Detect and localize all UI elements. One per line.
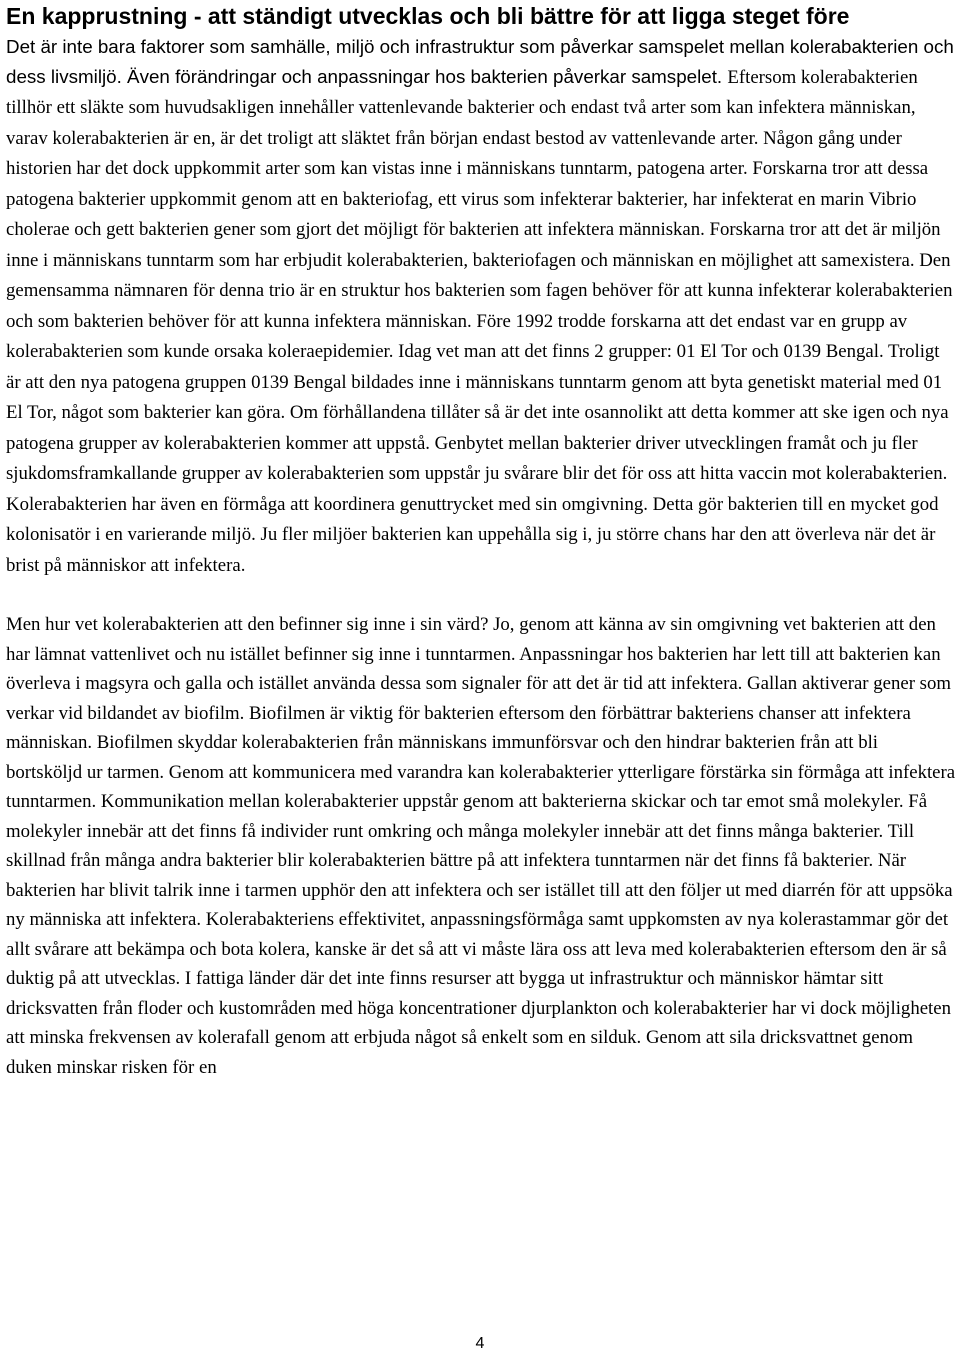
paragraph-host-detection: Men hur vet kolerabakterien att den befinner sig inne i sin värd? Jo, genom att känna av sin omgivning vet bakterien att den har lämnat vattenlivet och nu istället befinner sig inne i tunntarmen. Anpassningar hos bakterien har lett till att bakterien kan överleva i magsyra och galla och istället använda dessa som signaler för att det är tid att infektera. Gallan aktiverar gener som verkar vid bildandet av biofilm. Biofilmen är viktig för bakterien eftersom den förbättrar bakteriens chanser att infektera människan. Biofilmen skyddar kolerabakterien från människans immunförsvar och den hindrar bakterien från att bli bortsköljd ur tarmen. Genom att kommunicera med varandra kan kolerabakterier ytterligare förstärka sin förmåga att infektera tunntarmen. Kommunikation mellan kolerabakterier uppstår genom att bakterierna skickar och tar emot små molekyler. Få molekyler innebär att det finns få individer runt omkring och många molekyler innebär att det finns många bakterier. Till skillnad från många andra bakterier blir kolerabakterien bättre på att infektera tunntarmen när det finns få bakterier. När bakterien har blivit talrik inne i tarmen upphör den att infektera och ser istället till att den följer ut med diarrén för att uppsöka ny människa att infektera. Kolerabakteriens effektivitet, anpassningsförmåga samt uppkomsten av nya kolerastammar gör det allt svårare att bekämpa och bota kolera, kanske är det så att vi måste lära oss att leva med kolerabakterien eftersom den är så duktig på att utvecklas. I fattiga länder där det inte finns resurser att bygga ut infrastruktur och människor hämtar sitt dricksvatten från floder och kustområden med höga koncentrationer djurplankton och kolerabakterier har vi dock möjligheten att minska frekvensen av kolerafall genom att erbjuda något så enkelt som en silduk. Genom att sila dricksvattnet genom duken minskar risken för en [6,614,956,1078]
paragraph-intro-sans-text: Det är inte bara faktorer som samhälle, miljö och infrastruktur som påverkar samspelet mellan kolerabakterien och dess livsmiljö. Även förändringar och anpassningar hos bakterien påverkar samspelet. [6,36,954,87]
paragraph-intro [6,32,956,580]
section-heading: En kapprustning - att ständigt utvecklas och bli bättre för att ligga steget före [6,3,850,29]
page-number: 4 [475,1335,485,1352]
paragraph-intro-serif-text: Eftersom kolerabakterien tillhör ett släkte som huvudsakligen innehåller vattenlevande bakterier och endast två arter som kan infektera människan, varav kolerabakterien är en, är det troligt att släktet från början endast bestod av vattenlevande arter. Någon gång under historien har det dock uppkommit arter som kan vistas inne i människans tunntarm, patogena arter. Forskarna tror att dessa patogena bakterier uppkommit genom att en bakteriofag, ett virus som infekterar bakterier, har infekterat en marin Vibrio cholerae och gett bakterien gener som gjort det möjligt för bakterien att infektera människan. Forskarna tror att det är miljön inne i människans tunntarm som har erbjudit kolerabakterien, bakteriofagen och människan en möjlighet att samexistera. Den gemensamma nämnaren för denna trio är en struktur hos bakterien som fagen behöver för att kunna infekterar kolerabakterien och som bakterien behöver för att kunna infektera människan. Före 1992 trodde forskarna att det endast var en grupp av kolerabakterien som kunde orsaka koleraepidemier. Idag vet man att det finns 2 grupper: 01 El Tor och 0139 Bengal. Troligt är att den nya patogena gruppen 0139 Bengal bildades inne i människans tunntarm genom att byta genetiskt material med 01 El Tor, något som bakterier kan göra. Om förhållandena tillåter så är det inte osannolikt att detta kommer att ske igen och nya patogena grupper av kolerabakterien kommer att uppstå. Genbytet mellan bakterier driver utvecklingen framåt och ju fler sjukdomsframkallande grupper av kolerabakterien som uppstår ju svårare blir det för oss att hitta vaccin mot kolerabakterien. Kolerabakterien har även en förmåga att koordinera genuttrycket med sin omgivning. Detta gör bakterien till en mycket god kolonisatör i en varierande miljö. Ju fler miljöer bakterien kan uppehålla sig i, ju större chans har den att överleva när det är brist på människor att infektera. [6,66,953,576]
